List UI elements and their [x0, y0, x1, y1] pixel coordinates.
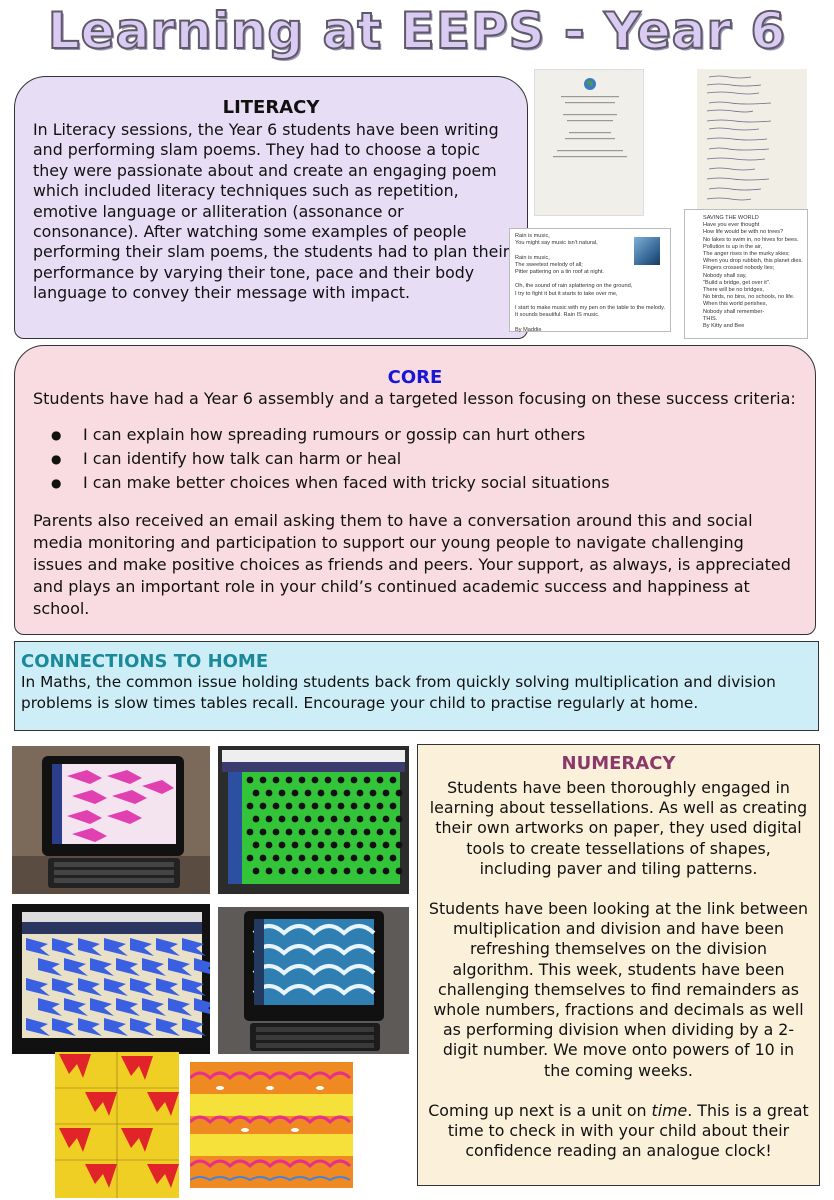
numeracy-p3-emphasis: time [651, 1100, 688, 1120]
pattern-dot [312, 803, 319, 810]
tablet-blue-tessellation [12, 904, 210, 1054]
pattern-dot [299, 829, 306, 836]
poem-line: Nobody shall say, [703, 272, 747, 279]
pattern-dot [377, 855, 384, 862]
pattern-dot [331, 790, 338, 797]
poem-line [515, 319, 670, 326]
poem-line: "Build a bridge, get over it". [703, 279, 771, 286]
pattern-dot [266, 790, 273, 797]
pattern-dot [247, 829, 254, 836]
pattern-dot [279, 816, 286, 823]
pattern-dot [260, 803, 267, 810]
poem-line: Rain is music, [515, 254, 550, 261]
pattern-dot [377, 777, 384, 784]
pattern-dot [331, 868, 338, 875]
pattern-dot [396, 790, 403, 797]
core-intro: Students have had a Year 6 assembly and a targeted lesson focusing on these success criteria: [33, 389, 796, 408]
pattern-dot [279, 868, 286, 875]
pattern-dot [305, 790, 312, 797]
pattern-dot [318, 868, 325, 875]
pattern-dot [344, 790, 351, 797]
core-section [14, 345, 816, 635]
connections-heading: CONNECTIONS TO HOME [21, 651, 269, 672]
pattern-dot [383, 816, 390, 823]
pattern-dot [266, 868, 273, 875]
pattern-dot [331, 816, 338, 823]
connections-body: In Maths, the common issue holding students back from quickly solving multiplication and division problems is slow times tables recall. Encourage your child to practise regularly at home. [21, 673, 776, 712]
pattern-dot [292, 842, 299, 849]
pattern-dot [253, 816, 260, 823]
pattern-dot [364, 829, 371, 836]
poem-line: Rain is music, [515, 233, 550, 239]
saving-world-poem-lines [703, 215, 807, 330]
pattern-dot [292, 868, 299, 875]
pattern-dot [396, 868, 403, 875]
tablet-wave-pattern [218, 907, 409, 1054]
poem-line: Pitter pattering on a tin roof at night. [515, 269, 604, 276]
pattern-dot [331, 842, 338, 849]
pattern-dot [325, 777, 332, 784]
pattern-dot [318, 842, 325, 849]
pattern-dot [364, 777, 371, 784]
page-title: Learning at EEPS - Year 6 [47, 2, 787, 60]
numeracy-paragraph-2: Students have been looking at the link between multiplication and division and have been refreshing themselves on the division algorithm. This week, students have been challenging themselves to find remainders as whole numbers, fractions and decimals as well as performing division when dividing by a 2-digit number. We move onto powers of 10 in the coming weeks. [428, 899, 809, 1080]
pattern-dot [377, 829, 384, 836]
tablet-green-dot-pattern [218, 746, 409, 894]
pattern-dot [390, 803, 397, 810]
pattern-dot [292, 790, 299, 797]
poem-line: I try to fight it but it starts to take over me, [515, 290, 618, 297]
pattern-dot [312, 829, 319, 836]
numeracy-paragraph-3 [418, 1101, 819, 1162]
pattern-dot [286, 777, 293, 784]
rain-poem-image [634, 237, 660, 265]
pattern-dot [292, 816, 299, 823]
poem-line: The anger rises in the murky skies; [703, 251, 790, 258]
core-body: Parents also received an email asking them to have a conversation around this and social media monitoring and participation to support our young people to navigate challenging issues and make positive choices as friends and peers. Your support, as always, is appreciated and plays an important role in your child’s continued academic success and happiness at school. [33, 511, 791, 618]
success-criteria-list [15, 423, 815, 495]
pattern-dot [299, 855, 306, 862]
pattern-dot [273, 777, 280, 784]
tablet-pink-tessellation [12, 746, 210, 894]
pattern-dot [247, 777, 254, 784]
poem-line [515, 276, 670, 283]
pattern-dot [344, 842, 351, 849]
pattern-dot [299, 803, 306, 810]
pattern-dot [377, 803, 384, 810]
pattern-dot [325, 803, 332, 810]
core-heading: CORE [387, 367, 443, 388]
tablet-photo-blue-birds [12, 904, 210, 1054]
yellow-red-triangles [55, 1052, 179, 1198]
pattern-dot [266, 816, 273, 823]
rain-poem-page [509, 228, 671, 332]
pattern-dot [338, 777, 345, 784]
poem-line: Nobody shall remember- [703, 308, 765, 315]
pattern-dot [247, 855, 254, 862]
pattern-dot [305, 816, 312, 823]
tablet-photo-blue-waves [218, 907, 409, 1054]
pattern-dot [351, 777, 358, 784]
connections-section [14, 641, 819, 731]
pattern-dot [357, 790, 364, 797]
poem-line: There will be no bridges, [703, 287, 764, 294]
tablet-photo-green-dots [218, 746, 409, 894]
poem-line: The sweetest melody of all; [515, 261, 583, 268]
numeracy-section [417, 744, 820, 1186]
pattern-dot [396, 842, 403, 849]
pattern-dot [344, 868, 351, 875]
poem-globe-illustration [535, 70, 645, 217]
poem-line: No birds, no bins, no schools, no life. [703, 294, 795, 301]
pattern-dot [344, 816, 351, 823]
poem-line: Oh, the sound of rain splattering on the ground, [515, 283, 633, 290]
list-item: ● I can explain how spreading rumours or gossip can hurt others [51, 423, 815, 447]
pattern-dot [383, 868, 390, 875]
pattern-dot [286, 803, 293, 810]
pattern-dot [260, 855, 267, 862]
pattern-dot [253, 842, 260, 849]
pattern-dot [253, 790, 260, 797]
poem-line: Fingers crossed nobody lies; [703, 265, 775, 272]
handwriting-lines [697, 69, 807, 209]
pattern-dot [390, 829, 397, 836]
poem-line: It sounds beautiful. Rain IS music. [515, 312, 600, 319]
handwritten-poem-photo [697, 69, 807, 209]
pattern-dot [286, 855, 293, 862]
pattern-dot [299, 777, 306, 784]
pattern-dot [383, 790, 390, 797]
numeracy-paragraph-1: Students have been thoroughly engaged in learning about tessellations. As well as creating their own artworks on paper, they used digital tools to create tessellations of shapes, including paver and tiling patterns. [429, 778, 808, 878]
pattern-dot [390, 777, 397, 784]
pattern-dot [279, 790, 286, 797]
pattern-dot [357, 868, 364, 875]
pattern-dot [338, 803, 345, 810]
poem-line: By Kitty and Bee [703, 323, 745, 330]
poem-photo-globe [534, 69, 644, 216]
pattern-dot [279, 842, 286, 849]
pattern-dot [364, 855, 371, 862]
poem-line: You might say music isn't natural, [515, 240, 598, 247]
pattern-dot [325, 855, 332, 862]
pattern-dot [338, 855, 345, 862]
pattern-dot [260, 777, 267, 784]
paper-tessellation-yellow [55, 1052, 179, 1198]
poem-line: Have you ever thought [703, 222, 760, 229]
orange-yellow-pink-waves [190, 1062, 353, 1188]
literacy-body: In Literacy sessions, the Year 6 students have been writing and performing slam poems. They had to choose a topic they were passionate about and create an engaging poem which included literacy techniques such as repetition, emotive language or alliteration (assonance or consonance). After watching some examples of people performing their slam poems, the students had to plan their performance by varying their tone, pace and their body language to convey their message with impact. [33, 120, 510, 303]
pattern-dot [357, 816, 364, 823]
pattern-dot [273, 829, 280, 836]
pattern-dot [266, 842, 273, 849]
poem-line: THIS. [703, 315, 718, 322]
poem-line: When this world perishes, [703, 301, 768, 308]
pattern-dot [364, 803, 371, 810]
numeracy-p3-after: . This is a great time to check in with your child about their confidence reading an analogue clock! [447, 1100, 809, 1161]
pattern-dot [247, 803, 254, 810]
poem-line: No lakes to swim in, no hives for bees. [703, 236, 799, 243]
pattern-dot [312, 855, 319, 862]
pattern-dot [351, 829, 358, 836]
poem-line: SAVING THE WORLD [703, 215, 759, 221]
pattern-dot [396, 816, 403, 823]
pattern-dot [370, 868, 377, 875]
list-item: ● I can identify how talk can harm or heal [51, 447, 815, 471]
poem-line [515, 298, 670, 305]
pattern-dot [273, 855, 280, 862]
numeracy-p3-before: Coming up next is a unit on [428, 1100, 652, 1120]
pattern-dot [390, 855, 397, 862]
pattern-dot [351, 803, 358, 810]
pattern-dot [312, 777, 319, 784]
pattern-dot [325, 829, 332, 836]
pattern-dot [318, 816, 325, 823]
pattern-dot [351, 855, 358, 862]
pattern-dot [383, 842, 390, 849]
pattern-dot [338, 829, 345, 836]
pattern-dot [370, 790, 377, 797]
poem-line: I start to make music with my pen on the table to the melody. [515, 305, 666, 312]
pattern-dot [370, 842, 377, 849]
pattern-dot [305, 842, 312, 849]
tablet-photo-pink-fish [12, 746, 210, 894]
poem-line: How life would be with no trees? [703, 229, 784, 236]
pattern-dot [318, 790, 325, 797]
literacy-heading: LITERACY [222, 97, 320, 118]
saving-world-poem-page [684, 209, 808, 339]
numeracy-heading: NUMERACY [561, 753, 676, 774]
pattern-dot [305, 868, 312, 875]
list-item: ● I can make better choices when faced with tricky social situations [51, 471, 815, 495]
literacy-section [14, 76, 528, 339]
paper-tessellation-waves [190, 1062, 353, 1188]
pattern-dot [370, 816, 377, 823]
pattern-dot [357, 842, 364, 849]
poem-line: When you drop rubbish, this planet dies. [703, 258, 803, 265]
poem-line: By Maddie [515, 326, 542, 333]
pattern-dot [260, 829, 267, 836]
pattern-dot [253, 868, 260, 875]
pattern-dot [286, 829, 293, 836]
pattern-dot [273, 803, 280, 810]
poem-line: Pollution is up in the air, [703, 243, 763, 250]
